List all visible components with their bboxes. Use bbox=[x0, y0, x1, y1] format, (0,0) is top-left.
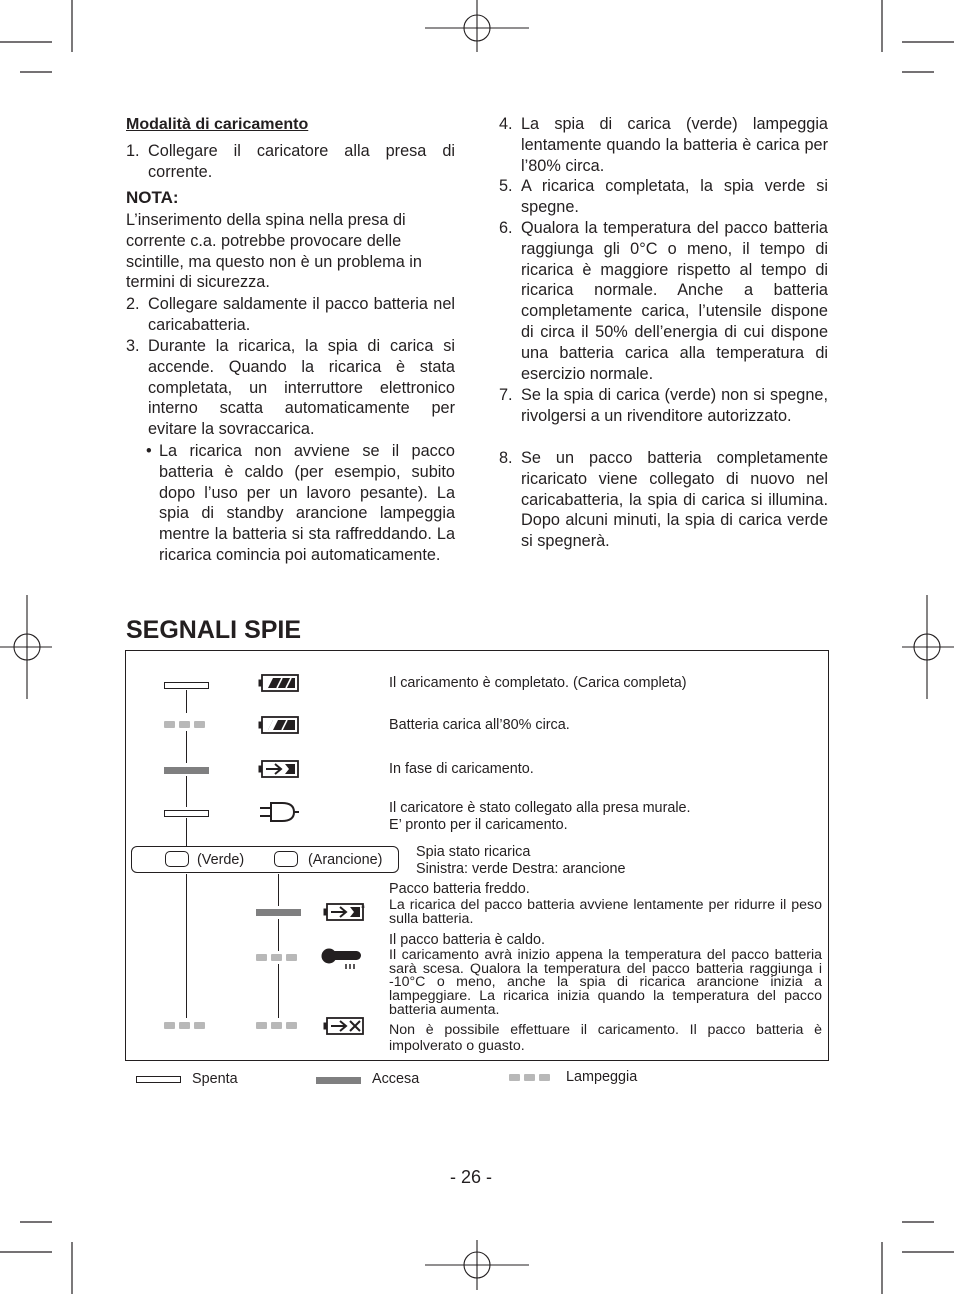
connector-line bbox=[186, 690, 187, 713]
green-lamp-label: (Verde) bbox=[197, 852, 245, 868]
battery-cold-icon bbox=[323, 902, 367, 922]
bullet-mark: • bbox=[146, 442, 152, 460]
bullet-text: La ricarica non avviene se il pacco batteria è caldo (per esempio, subito dopo l’uso per un lavoro pesante). La spia di standby arancione lampeggia mentre la batteria si sta raffreddando. La ricarica comincia poi automaticamente. bbox=[159, 442, 455, 564]
note-line: termini di sicurezza. bbox=[126, 273, 270, 292]
list-item-text: Durante la ricarica, la spia di carica si accende. Quando la ricarica è stata completata, un interruttore elettronico interno scatta automaticamente per evitare la sovraccarica. bbox=[148, 337, 455, 439]
lamp-off-indicator bbox=[164, 682, 209, 689]
list-item-8 bbox=[499, 448, 828, 552]
row-plugged-text bbox=[389, 800, 691, 834]
battery-charging-icon bbox=[258, 759, 300, 779]
list-number: 5. bbox=[499, 177, 513, 195]
row-cold-title: Pacco batteria freddo. bbox=[389, 881, 530, 897]
lamp-off-indicator bbox=[164, 810, 209, 817]
list-item-6 bbox=[499, 218, 828, 384]
battery-80-icon bbox=[258, 715, 300, 735]
battery-full-icon bbox=[258, 673, 300, 693]
list-number: 2. bbox=[126, 295, 140, 313]
list-item-text: Qualora la temperatura del pacco batteria raggiunga gli 0°C o meno, il tempo di ricarica è maggiore rispetto al tempo di ricarica normale. Anche a batteria completamente carica, l’utensile dispone di circa il 50% dell’energia di cui dispone una batteria carica alla temperatura di esercizio normale. bbox=[521, 219, 828, 383]
list-item-text: Se un pacco batteria completamente ricaricato viene collegato di nuovo nel caricabatteria, la spia di carica si illumina. Dopo alcuni minuti, la spia di carica verde si spegnerà. bbox=[521, 449, 828, 551]
legend-off-label: Spenta bbox=[192, 1071, 238, 1087]
orange-lamp-label: (Arancione) bbox=[308, 852, 383, 868]
row-hot-text bbox=[389, 932, 822, 1018]
lamp-info-line-2: Sinistra: verde Destra: arancione bbox=[416, 861, 626, 877]
row-hot-title: Il pacco batteria è caldo. bbox=[389, 932, 545, 948]
connector-line bbox=[278, 964, 279, 1018]
lamp-on-indicator bbox=[256, 909, 301, 916]
list-number: 6. bbox=[499, 219, 513, 237]
legend-off-swatch bbox=[136, 1076, 181, 1083]
legend-blink-label: Lampeggia bbox=[566, 1069, 638, 1085]
section-heading-charging: Modalità di caricamento bbox=[126, 116, 309, 133]
list-item-text: Collegare il caricatore alla presa di corrente. bbox=[148, 142, 455, 181]
list-item-1 bbox=[126, 141, 455, 183]
plug-icon bbox=[258, 801, 300, 823]
note-label: NOTA: bbox=[126, 188, 179, 207]
connector-line bbox=[186, 731, 187, 763]
list-number: 4. bbox=[499, 115, 513, 133]
list-number: 8. bbox=[499, 449, 513, 467]
page-number: - 26 - bbox=[450, 1167, 493, 1187]
note-line: L’inserimento della spina nella presa di bbox=[126, 211, 406, 229]
lamp-blink-indicator bbox=[256, 954, 297, 961]
note-line: scintille, ma questo non è un problema in bbox=[126, 252, 422, 271]
legend-blink-swatch bbox=[509, 1074, 550, 1081]
bullet-item bbox=[146, 441, 455, 566]
legend-on-label: Accesa bbox=[372, 1071, 420, 1087]
list-item-2 bbox=[126, 294, 455, 336]
list-item-3 bbox=[126, 336, 455, 440]
lamp-blink-indicator bbox=[256, 1022, 297, 1029]
list-number: 7. bbox=[499, 386, 513, 404]
lamp-blink-indicator bbox=[164, 1022, 205, 1029]
section-title: SEGNALI SPIE bbox=[126, 616, 302, 644]
connector-line bbox=[278, 919, 279, 951]
list-item-text: Collegare saldamente il pacco batteria nel caricabatteria. bbox=[148, 295, 455, 334]
list-item-7 bbox=[499, 385, 828, 427]
row-cold-body: La ricarica del pacco batteria avviene lentamente per ridurre il peso sulla batteria. bbox=[389, 897, 822, 927]
lamp-info-text bbox=[416, 844, 626, 878]
row-full-text: Il caricamento è completato. (Carica completa) bbox=[389, 675, 687, 691]
list-item-text: La spia di carica (verde) lampeggia lentamente quando la batteria è carica per l’80% circa. bbox=[521, 115, 828, 175]
row-fault-text: Non è possibile effettuare il caricamento. Il pacco batteria è impolverato o guasto. bbox=[389, 1022, 822, 1054]
row-80-text: Batteria carica all’80% circa. bbox=[389, 717, 570, 733]
row-hot-body: Il caricamento avrà inizio appena la temperatura del pacco batteria sarà scesa. Qualora la temperatura del pacco batteria raggiunga i -10°C o meno, anche la spia di ricarica arancione inizia a lampeggiare. La ricarica inizia quando la temperatura del pacco batteria aumenta. bbox=[389, 947, 822, 1018]
legend-on-swatch bbox=[316, 1077, 361, 1084]
lamp-on-indicator bbox=[164, 767, 209, 774]
list-item-text: A ricarica completata, la spia verde si spegne. bbox=[521, 177, 828, 216]
list-number: 3. bbox=[126, 337, 140, 355]
thermometer-icon bbox=[320, 944, 366, 970]
battery-fault-icon bbox=[323, 1016, 367, 1036]
list-item-4 bbox=[499, 114, 828, 176]
row-plugged-line-2: E’ pronto per il caricamento. bbox=[389, 817, 568, 833]
note-line: corrente c.a. potrebbe provocare delle bbox=[126, 231, 402, 250]
row-charging-text: In fase di caricamento. bbox=[389, 761, 534, 777]
lamp-blink-indicator bbox=[164, 721, 205, 728]
connector-line bbox=[278, 874, 279, 906]
note-text bbox=[126, 210, 466, 293]
green-lamp-icon bbox=[165, 851, 189, 867]
connector-line bbox=[186, 874, 187, 1018]
svg-text:*: * bbox=[361, 904, 365, 913]
list-item-5 bbox=[499, 176, 828, 218]
lamp-info-line-1: Spia stato ricarica bbox=[416, 844, 531, 860]
connector-line bbox=[186, 776, 187, 807]
connector-line bbox=[186, 818, 187, 846]
row-plugged-line-1: Il caricatore è stato collegato alla presa murale. bbox=[389, 800, 691, 816]
row-cold-text bbox=[389, 881, 822, 926]
orange-lamp-icon bbox=[274, 851, 298, 867]
list-number: 1. bbox=[126, 142, 140, 160]
list-item-text: Se la spia di carica (verde) non si spegne, rivolgersi a un rivenditore autorizzato. bbox=[521, 386, 828, 425]
